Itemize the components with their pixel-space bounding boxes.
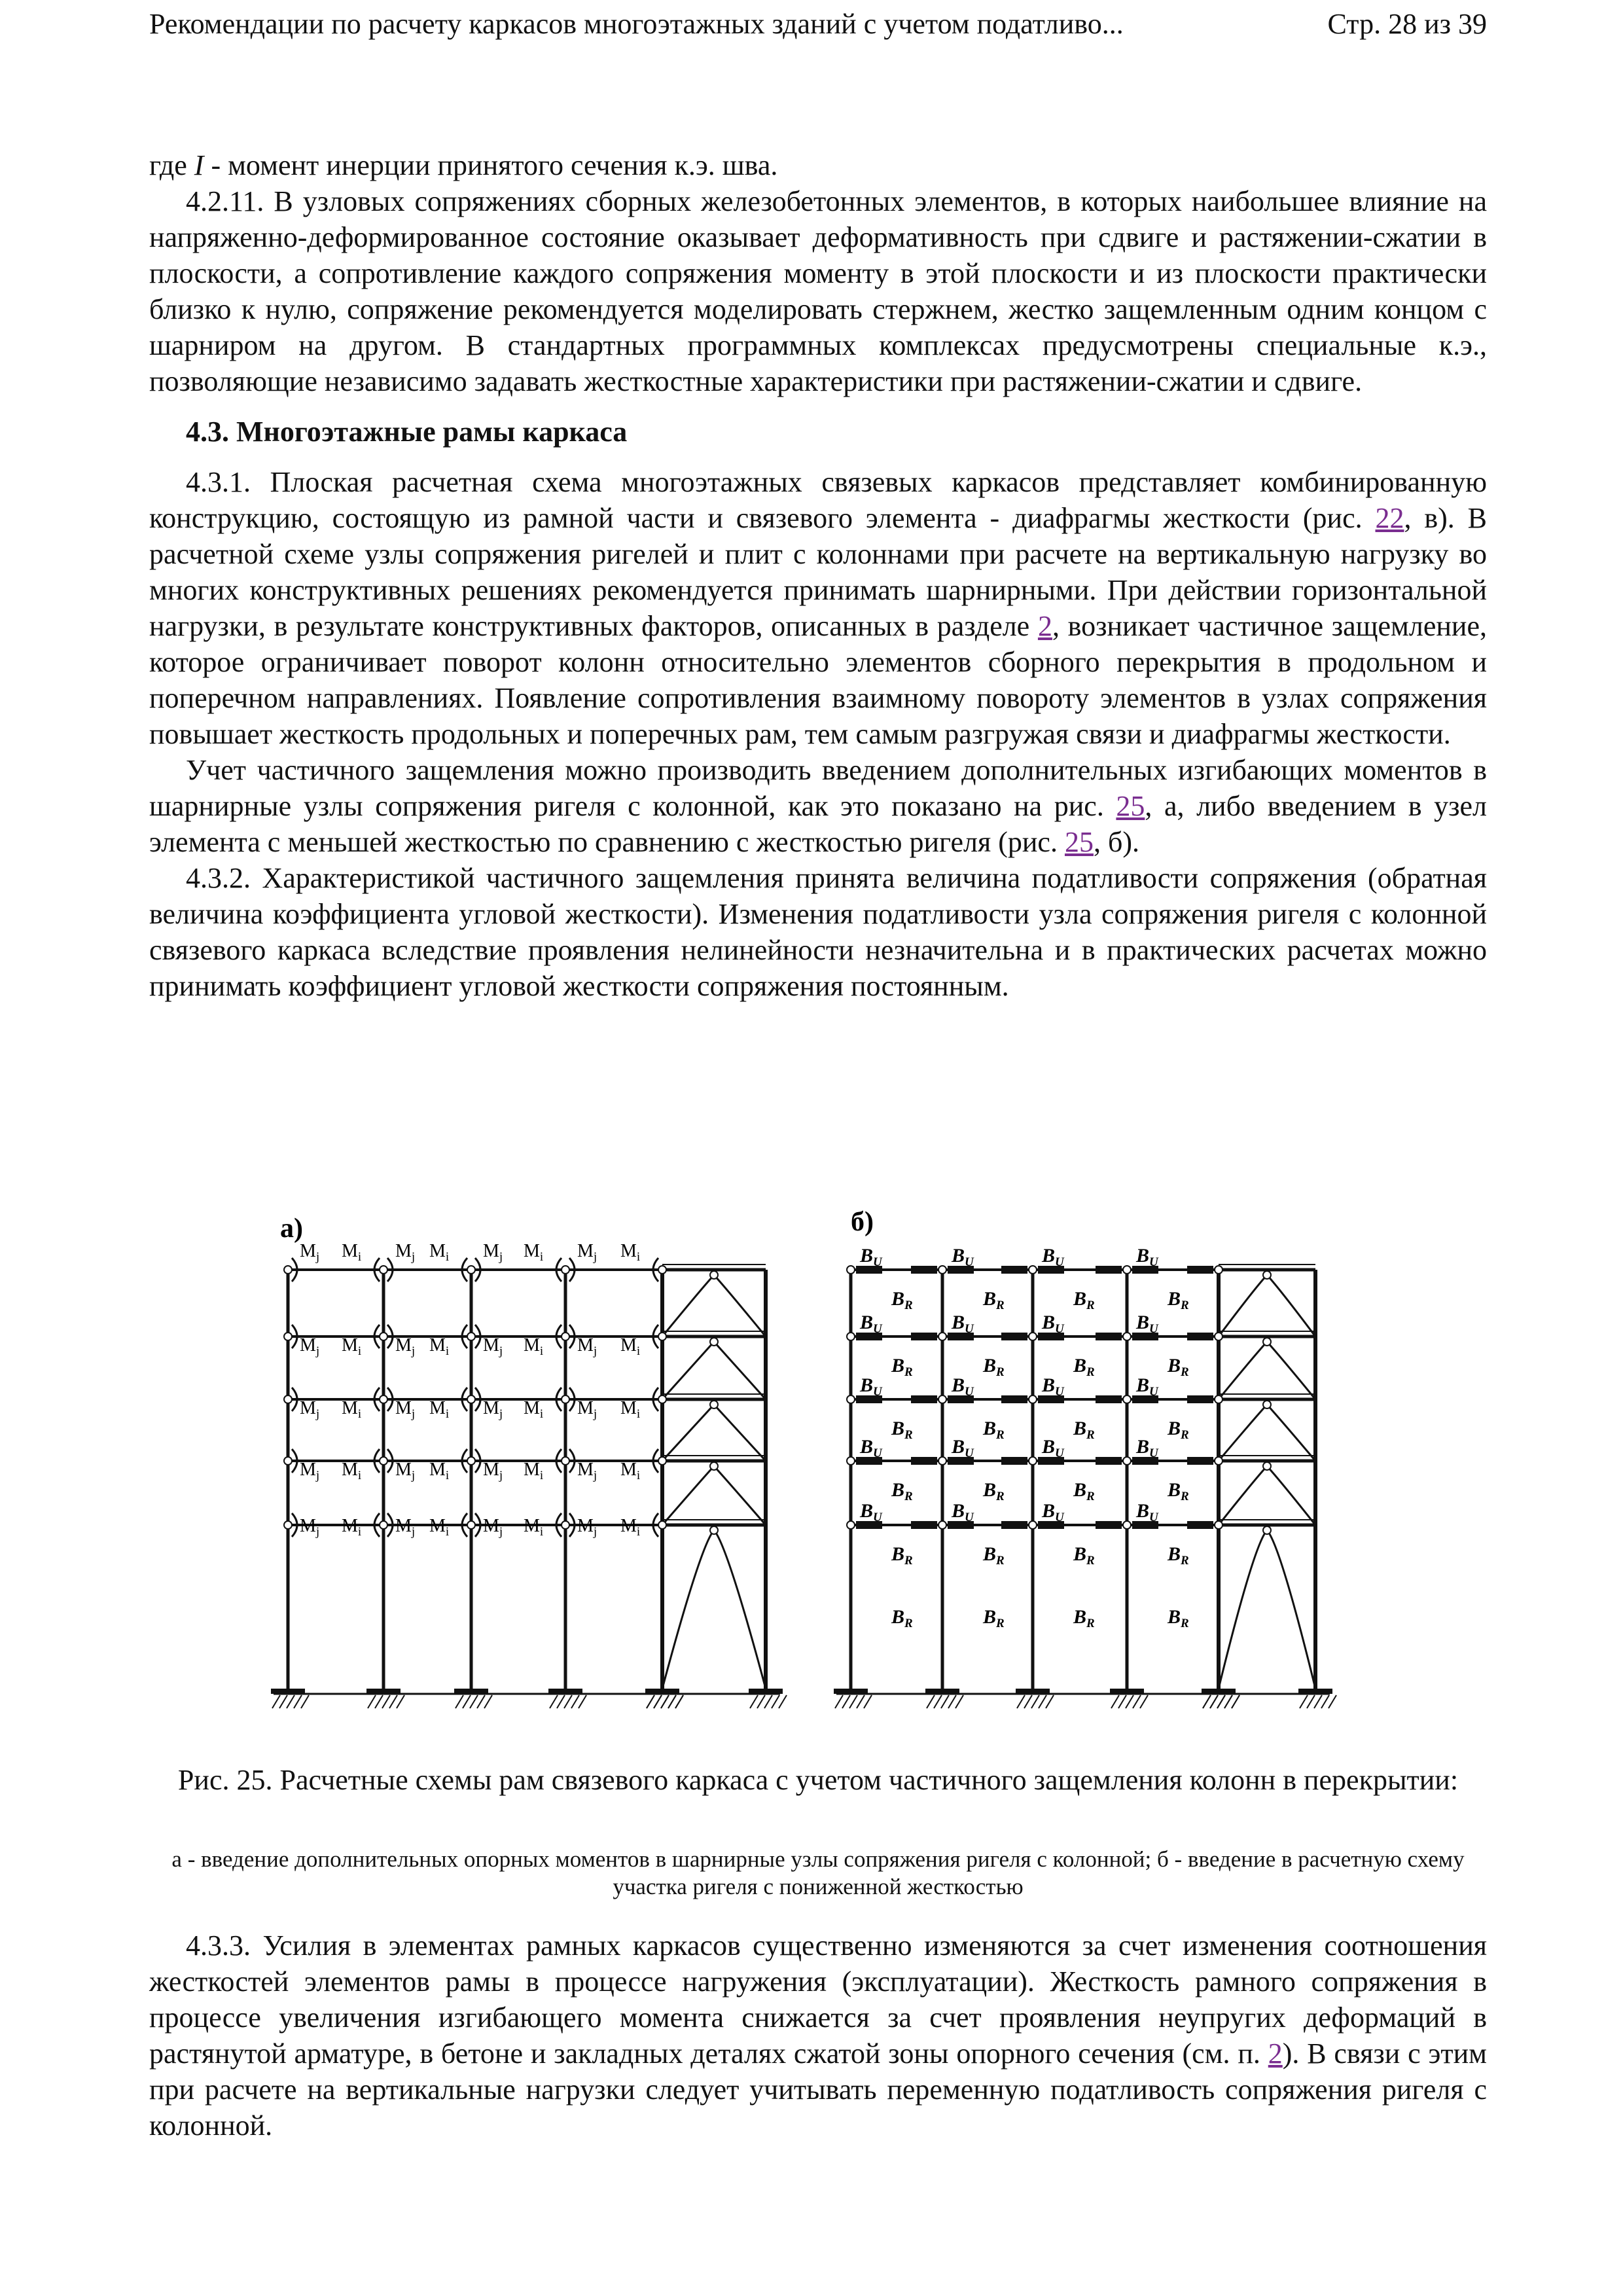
frame-b-hinge xyxy=(1123,1457,1131,1465)
stiffness-label-r: $B_R$ xyxy=(983,1288,1005,1312)
frame-b-support-hatch xyxy=(1321,1695,1329,1708)
stiffness-label-r: $B_R$ xyxy=(983,1479,1005,1503)
reduced-stiffness-segment xyxy=(1187,1395,1213,1403)
frame-a-support-hatch xyxy=(397,1695,404,1708)
reduced-stiffness-segment xyxy=(911,1395,937,1403)
frame-b-hinge xyxy=(847,1395,855,1403)
moment-label-j: $M_j$ xyxy=(483,1335,503,1358)
frame-b-hinge xyxy=(938,1395,946,1403)
frame-b-support-hatch xyxy=(1210,1695,1218,1708)
stiffness-label-r: $B_R$ xyxy=(1073,1606,1095,1630)
stiffness-label-u: $B_U$ xyxy=(952,1312,974,1336)
stiffness-label-u: $B_U$ xyxy=(860,1436,882,1460)
stiffness-label-r: $B_R$ xyxy=(1168,1543,1189,1568)
frame-b-support-hatch xyxy=(1307,1695,1315,1708)
frame-a-brace-hinge xyxy=(710,1271,718,1279)
page-number: Стр. 28 из 39 xyxy=(1327,8,1487,40)
stiffness-label-r: $B_R$ xyxy=(891,1606,913,1630)
frame-a-support-hatch xyxy=(301,1695,309,1708)
frame-a-hinge xyxy=(658,1333,666,1340)
moment-label-i: $M_i$ xyxy=(620,1516,641,1539)
frame-a-support-hatch xyxy=(772,1695,779,1708)
moment-label-i: $M_i$ xyxy=(524,1516,544,1539)
moment-label-i: $M_i$ xyxy=(524,1241,544,1264)
stiffness-label-u: $B_U$ xyxy=(1042,1245,1064,1269)
frame-b-hinge xyxy=(847,1521,855,1529)
frame-a-support xyxy=(366,1689,401,1694)
frame-a-support-hatch xyxy=(668,1695,676,1708)
frame-a-support-hatch xyxy=(779,1695,787,1708)
frame-a-hinge xyxy=(658,1521,666,1529)
page-header xyxy=(149,4,1487,45)
frame-b-support-hatch xyxy=(1126,1695,1133,1708)
stiffness-label-r: $B_R$ xyxy=(983,1606,1005,1630)
frame-a-hinge xyxy=(658,1395,666,1403)
frame-a-support-hatch xyxy=(550,1695,558,1708)
moment-label-j: $M_j$ xyxy=(483,1398,503,1421)
frame-a-support-hatch xyxy=(750,1695,758,1708)
frame-a-support-hatch xyxy=(757,1695,765,1708)
frame-b-hinge xyxy=(1123,1333,1131,1340)
label-a: а) xyxy=(280,1213,303,1244)
frame-a-hinge xyxy=(380,1521,387,1529)
stiffness-label-u: $B_U$ xyxy=(952,1500,974,1524)
frame-b-brace-hinge xyxy=(1263,1526,1271,1534)
frame-a-brace xyxy=(662,1530,766,1689)
stiffness-label-r: $B_R$ xyxy=(1073,1355,1095,1379)
frame-b-hinge xyxy=(847,1457,855,1465)
frame-b-support-hatch xyxy=(1039,1695,1046,1708)
reduced-stiffness-segment xyxy=(1096,1521,1122,1529)
frame-b-hinge xyxy=(1029,1395,1037,1403)
frame-a-brace-hinge xyxy=(710,1338,718,1346)
frame-a-hinge xyxy=(562,1266,569,1274)
frame-a-hinge xyxy=(467,1457,475,1465)
document-title: Рекомендации по расчету каркасов многоэтажных зданий с учетом податливо... xyxy=(149,8,1124,40)
frame-a-support xyxy=(548,1689,582,1694)
frame-b-brace xyxy=(1219,1530,1315,1689)
frame-b-hinge xyxy=(1215,1266,1222,1274)
frame-a-hinge xyxy=(562,1333,569,1340)
frame-a-hinge xyxy=(284,1457,292,1465)
frame-b-hinge xyxy=(1029,1266,1037,1274)
frame-b-support-hatch xyxy=(1314,1695,1322,1708)
frame-a-hinge xyxy=(380,1266,387,1274)
frame-b-support-hatch xyxy=(835,1695,843,1708)
frame-a-brace xyxy=(662,1342,766,1399)
frame-b-hinge xyxy=(1123,1521,1131,1529)
moment-label-i: $M_i$ xyxy=(524,1398,544,1421)
frame-a-hinge xyxy=(284,1266,292,1274)
frame-b-support xyxy=(925,1689,959,1694)
frame-a-hinge xyxy=(467,1266,475,1274)
frame-a-hinge xyxy=(658,1457,666,1465)
frame-b-hinge xyxy=(1123,1395,1131,1403)
stiffness-label-r: $B_R$ xyxy=(1073,1418,1095,1442)
frame-b-brace-hinge xyxy=(1263,1271,1271,1279)
frame-b-support-hatch xyxy=(1111,1695,1119,1708)
moment-label-j: $M_j$ xyxy=(483,1516,503,1539)
stiffness-label-u: $B_U$ xyxy=(1136,1245,1158,1269)
frame-a-support xyxy=(454,1689,488,1694)
moment-label-j: $M_j$ xyxy=(577,1241,597,1264)
frame-b-hinge xyxy=(1215,1333,1222,1340)
frame-b-hinge xyxy=(938,1457,946,1465)
frame-a-support-hatch xyxy=(287,1695,294,1708)
frame-b-support-hatch xyxy=(1017,1695,1025,1708)
frame-b-support xyxy=(834,1689,868,1694)
frame-b-brace xyxy=(1219,1275,1315,1336)
moment-label-j: $M_j$ xyxy=(300,1460,320,1482)
moment-label-i: $M_i$ xyxy=(429,1241,450,1264)
stiffness-label-r: $B_R$ xyxy=(983,1543,1005,1568)
frame-b-hinge xyxy=(1215,1457,1222,1465)
stiffness-label-r: $B_R$ xyxy=(1168,1288,1189,1312)
reduced-stiffness-segment xyxy=(1001,1266,1027,1274)
moment-label-i: $M_i$ xyxy=(342,1241,362,1264)
frame-a-brace-hinge xyxy=(710,1401,718,1408)
stiffness-label-r: $B_R$ xyxy=(891,1479,913,1503)
frame-b-hinge xyxy=(938,1266,946,1274)
reduced-stiffness-segment xyxy=(1096,1333,1122,1340)
frame-a-hinge xyxy=(380,1333,387,1340)
moment-label-j: $M_j$ xyxy=(577,1516,597,1539)
reduced-stiffness-segment xyxy=(911,1266,937,1274)
frame-b-support xyxy=(1202,1689,1236,1694)
section-heading: 4.3. Многоэтажные рамы каркаса xyxy=(186,416,628,448)
frame-a-brace xyxy=(662,1405,766,1461)
moment-label-i: $M_i$ xyxy=(620,1460,641,1482)
reduced-stiffness-segment xyxy=(1096,1395,1122,1403)
frame-b-support-hatch xyxy=(849,1695,857,1708)
moment-label-i: $M_i$ xyxy=(342,1398,362,1421)
moment-label-i: $M_i$ xyxy=(620,1241,641,1264)
frame-a-brace-hinge xyxy=(710,1462,718,1470)
frame-b-support-hatch xyxy=(1046,1695,1054,1708)
frame-a-brace xyxy=(662,1466,766,1525)
stiffness-label-r: $B_R$ xyxy=(891,1355,913,1379)
figure-note: а - введение дополнительных опорных моментов в шарнирные узлы сопряжения ригеля с колонной; б - введение в расчетную схему участка ригеля с пониженной жесткостью xyxy=(171,1846,1465,1899)
frame-b-support-hatch xyxy=(842,1695,850,1708)
reduced-stiffness-segment xyxy=(1001,1521,1027,1529)
frame-a-support-hatch xyxy=(661,1695,669,1708)
frame-b-brace-hinge xyxy=(1263,1401,1271,1408)
frame-a-support-hatch xyxy=(654,1695,662,1708)
label-b: б) xyxy=(851,1207,874,1237)
clause-2-link[interactable]: 2 xyxy=(1268,2037,1283,2070)
frame-a-support-hatch xyxy=(571,1695,579,1708)
stiffness-label-u: $B_U$ xyxy=(860,1500,882,1524)
moment-label-i: $M_i$ xyxy=(524,1335,544,1358)
moment-label-j: $M_j$ xyxy=(300,1516,320,1539)
frame-b-hinge xyxy=(1215,1395,1222,1403)
frame-a-support-hatch xyxy=(389,1695,397,1708)
stiffness-label-r: $B_R$ xyxy=(983,1418,1005,1442)
moment-label-i: $M_i$ xyxy=(620,1398,641,1421)
frame-a-hinge xyxy=(284,1395,292,1403)
frame-b-hinge xyxy=(847,1266,855,1274)
frame-a-support-hatch xyxy=(764,1695,772,1708)
frame-a-support-hatch xyxy=(279,1695,287,1708)
frame-b-support-hatch xyxy=(1224,1695,1232,1708)
frame-a-brace-hinge xyxy=(710,1526,718,1534)
reduced-stiffness-segment xyxy=(1096,1266,1122,1274)
frame-a-hinge xyxy=(380,1457,387,1465)
frame-a-hinge xyxy=(380,1395,387,1403)
frame-b-hinge xyxy=(1215,1521,1222,1529)
section-2-link[interactable]: 2 xyxy=(1037,610,1052,642)
stiffness-label-r: $B_R$ xyxy=(1168,1418,1189,1442)
frame-b-hinge xyxy=(847,1333,855,1340)
reduced-stiffness-segment xyxy=(911,1521,937,1529)
frame-b-brace xyxy=(1219,1466,1315,1525)
moment-label-j: $M_j$ xyxy=(395,1460,416,1482)
stiffness-label-r: $B_R$ xyxy=(1168,1479,1189,1503)
reduced-stiffness-segment xyxy=(1187,1333,1213,1340)
moment-label-j: $M_j$ xyxy=(483,1241,503,1264)
reduced-stiffness-segment xyxy=(1001,1395,1027,1403)
paragraph-4-2-11: 4.2.11. В узловых сопряжениях сборных железобетонных элементов, в которых наибольшее влияние на напряженно-деформированное состояние оказывает деформативность при сдвиге и растяжении-сжатии в плоскости, а сопротивление каждого сопряжения моменту в этой плоскости и из плоскости практически близко к нулю, сопряжение рекомендуется моделировать стержнем, жестко защемленным одним концом с шарниром на другом. В стандартных программных комплексах предусмотрены специальные к.э., позволяющие независимо задавать жесткостные характеристики при растяжении-сжатии и сдвиге. xyxy=(149,185,1487,397)
frame-b-brace xyxy=(1219,1405,1315,1461)
frame-a-hinge xyxy=(562,1521,569,1529)
reduced-stiffness-segment xyxy=(1001,1457,1027,1465)
paragraph-formula-note: где I - момент инерции принятого сечения к.э. шва. xyxy=(149,149,778,181)
frame-b-hinge xyxy=(938,1333,946,1340)
moment-label-j: $M_j$ xyxy=(577,1335,597,1358)
frame-a-support-hatch xyxy=(382,1695,390,1708)
stiffness-label-u: $B_U$ xyxy=(860,1245,882,1269)
moment-label-j: $M_j$ xyxy=(483,1460,503,1482)
frame-a-support-hatch xyxy=(564,1695,572,1708)
frame-a-hinge xyxy=(467,1521,475,1529)
paragraph-4-3-2: 4.3.2. Характеристикой частичного защемления принята величина податливости сопряжения (обратная величина коэффициента угловой жесткости). Изменения податливости узла сопряжения ригеля с колонной связевого каркаса вследствие проявления нелинейности незначительна и в практических расчетах можно принимать коэффициент угловой жесткости сопряжения постоянным. xyxy=(149,862,1487,1002)
frame-a-support-hatch xyxy=(647,1695,654,1708)
stiffness-label-u: $B_U$ xyxy=(1042,1374,1064,1399)
moment-label-i: $M_i$ xyxy=(429,1398,450,1421)
frame-b-support-hatch xyxy=(857,1695,865,1708)
stiffness-label-u: $B_U$ xyxy=(1042,1436,1064,1460)
frame-a-support xyxy=(749,1689,783,1694)
frame-b-support-hatch xyxy=(941,1695,949,1708)
frame-a-support-hatch xyxy=(455,1695,463,1708)
moment-label-i: $M_i$ xyxy=(620,1335,641,1358)
frame-b-support-hatch xyxy=(934,1695,942,1708)
frame-b-hinge xyxy=(1029,1333,1037,1340)
moment-label-j: $M_j$ xyxy=(577,1460,597,1482)
figure-25 xyxy=(262,1204,1387,1754)
frame-b-support xyxy=(1110,1689,1144,1694)
frame-a-support-hatch xyxy=(579,1695,586,1708)
moment-label-i: $M_i$ xyxy=(342,1335,362,1358)
figure-caption: Рис. 25. Расчетные схемы рам связевого каркаса с учетом частичного защемления колонн в перекрытии: xyxy=(177,1764,1459,1796)
frame-b-support-hatch xyxy=(1203,1695,1211,1708)
reduced-stiffness-segment xyxy=(911,1333,937,1340)
stiffness-label-r: $B_R$ xyxy=(1073,1288,1095,1312)
frame-a-hinge xyxy=(562,1457,569,1465)
paragraph-4-3-1: 4.3.1. Плоская расчетная схема многоэтажных связевых каркасов представляет комбинированную конструкцию, состоящую из рамной части и связевого элемента - диафрагмы жесткости (рис. 22, в). В расчетной схеме узлы сопряжения ригелей и плит с колоннами при расчете на вертикальную нагрузку во многих конструктивных решениях рекомендуется принимать шарнирными. При действии горизонтальной нагрузки, в результате конструктивных факторов, описанных в разделе 2, возникает частичное защемление, которое ограничивает поворот колонн относительно элементов сборного перекрытия в продольном и поперечном направлениях. Появление сопротивления взаимному повороту элементов в узлах сопряжения повышает жесткость продольных и поперечных рам, тем самым разгружая связи и диафрагмы жесткости. xyxy=(149,466,1487,750)
stiffness-label-r: $B_R$ xyxy=(1168,1606,1189,1630)
moment-label-i: $M_i$ xyxy=(342,1516,362,1539)
frame-a-hinge xyxy=(658,1266,666,1274)
moment-label-j: $M_j$ xyxy=(395,1398,416,1421)
frame-b-brace-hinge xyxy=(1263,1462,1271,1470)
reduced-stiffness-segment xyxy=(1187,1521,1213,1529)
frame-a-hinge xyxy=(467,1333,475,1340)
frame-a-support-hatch xyxy=(272,1695,280,1708)
frame-b-hinge xyxy=(1123,1266,1131,1274)
reduced-stiffness-segment xyxy=(1187,1266,1213,1274)
moment-label-i: $M_i$ xyxy=(524,1460,544,1482)
stiffness-label-u: $B_U$ xyxy=(1042,1312,1064,1336)
frame-a-support-hatch xyxy=(477,1695,485,1708)
frame-a-hinge xyxy=(562,1395,569,1403)
frame-b-support-hatch xyxy=(1232,1695,1240,1708)
moment-label-i: $M_i$ xyxy=(429,1460,450,1482)
paragraph-partial-fixity: Учет частичного защемления можно производить введением дополнительных изгибающих моментов в шарнирные узлы сопряжения ригеля с колонной, как это показано на рис. 25, а, либо введением в узел элемента с меньшей жесткостью по сравнению с жесткостью ригеля (рис. 25, б). xyxy=(149,754,1487,858)
frame-b-support-hatch xyxy=(1300,1695,1308,1708)
moment-label-j: $M_j$ xyxy=(300,1398,320,1421)
stiffness-label-r: $B_R$ xyxy=(1168,1355,1189,1379)
stiffness-label-u: $B_U$ xyxy=(1136,1436,1158,1460)
stiffness-label-u: $B_U$ xyxy=(1136,1312,1158,1336)
stiffness-label-u: $B_U$ xyxy=(1042,1500,1064,1524)
stiffness-label-r: $B_R$ xyxy=(983,1355,1005,1379)
moment-label-j: $M_j$ xyxy=(395,1516,416,1539)
frame-b-support-hatch xyxy=(1031,1695,1039,1708)
document-body xyxy=(149,147,1487,1004)
stiffness-label-u: $B_U$ xyxy=(952,1245,974,1269)
frame-b-brace xyxy=(1219,1342,1315,1399)
moment-label-i: $M_i$ xyxy=(429,1335,450,1358)
frame-a-brace xyxy=(662,1275,766,1336)
frame-b-support-hatch xyxy=(1133,1695,1141,1708)
frame-a-support-hatch xyxy=(294,1695,302,1708)
figure-25-link-2[interactable]: 25 xyxy=(1064,826,1094,858)
stiffness-label-r: $B_R$ xyxy=(891,1288,913,1312)
reduced-stiffness-segment xyxy=(1187,1457,1213,1465)
figure-22-link[interactable]: 22 xyxy=(1375,502,1404,534)
frame-b-support xyxy=(1016,1689,1050,1694)
frame-b-hinge xyxy=(1029,1457,1037,1465)
frame-a-support-hatch xyxy=(675,1695,683,1708)
stiffness-label-r: $B_R$ xyxy=(891,1543,913,1568)
frame-a-support-hatch xyxy=(375,1695,383,1708)
stiffness-label-r: $B_R$ xyxy=(1073,1479,1095,1503)
stiffness-label-u: $B_U$ xyxy=(860,1312,882,1336)
document-body-continued xyxy=(149,1928,1487,2144)
paragraph-4-3-3: 4.3.3. Усилия в элементах рамных каркасов существенно изменяются за счет изменения соотношения жесткостей элементов рамы в процессе нагружения (эксплуатации). Жесткость рамного сопряжения в процессе увеличения изгибающего момента снижается за счет проявления неупругих деформаций в растянутой арматуре, в бетоне и закладных деталях сжатой зоны опорного сечения (см. п. 2). В связи с этим при расчете на вертикальные нагрузки следует учитывать переменную податливость сопряжения ригеля с колонной. xyxy=(149,1929,1487,2142)
moment-label-j: $M_j$ xyxy=(395,1335,416,1358)
frame-schemes xyxy=(262,1204,1387,1754)
frame-a-support xyxy=(645,1689,679,1694)
stiffness-label-r: $B_R$ xyxy=(1073,1543,1095,1568)
frame-a-support xyxy=(271,1689,305,1694)
frame-b-brace-hinge xyxy=(1263,1338,1271,1346)
moment-label-i: $M_i$ xyxy=(342,1460,362,1482)
frame-b-support xyxy=(1298,1689,1332,1694)
moment-label-j: $M_j$ xyxy=(300,1241,320,1264)
figure-25-link[interactable]: 25 xyxy=(1116,790,1145,822)
frame-b-support-hatch xyxy=(955,1695,963,1708)
stiffness-label-u: $B_U$ xyxy=(860,1374,882,1399)
frame-a-support-hatch xyxy=(557,1695,565,1708)
stiffness-label-u: $B_U$ xyxy=(1136,1500,1158,1524)
moment-label-j: $M_j$ xyxy=(395,1241,416,1264)
frame-b-hinge xyxy=(938,1521,946,1529)
reduced-stiffness-segment xyxy=(911,1457,937,1465)
frame-a-support-hatch xyxy=(470,1695,478,1708)
reduced-stiffness-segment xyxy=(1096,1457,1122,1465)
frame-b-support-hatch xyxy=(864,1695,872,1708)
moment-label-j: $M_j$ xyxy=(300,1335,320,1358)
frame-b-support-hatch xyxy=(1140,1695,1148,1708)
frame-a-support-hatch xyxy=(368,1695,376,1708)
frame-a-hinge xyxy=(284,1333,292,1340)
frame-b-support-hatch xyxy=(1329,1695,1336,1708)
frame-b-support-hatch xyxy=(1118,1695,1126,1708)
frame-a-hinge xyxy=(284,1521,292,1529)
moment-label-i: $M_i$ xyxy=(429,1516,450,1539)
moment-label-j: $M_j$ xyxy=(577,1398,597,1421)
stiffness-label-r: $B_R$ xyxy=(891,1418,913,1442)
frame-b-support-hatch xyxy=(1217,1695,1225,1708)
frame-a-support-hatch xyxy=(463,1695,471,1708)
frame-b-hinge xyxy=(1029,1521,1037,1529)
stiffness-label-u: $B_U$ xyxy=(1136,1374,1158,1399)
frame-b-support-hatch xyxy=(927,1695,935,1708)
frame-a-hinge xyxy=(467,1395,475,1403)
stiffness-label-u: $B_U$ xyxy=(952,1436,974,1460)
reduced-stiffness-segment xyxy=(1001,1333,1027,1340)
stiffness-label-u: $B_U$ xyxy=(952,1374,974,1399)
frame-b-support-hatch xyxy=(1024,1695,1032,1708)
frame-a-support-hatch xyxy=(484,1695,492,1708)
frame-b-support-hatch xyxy=(948,1695,956,1708)
